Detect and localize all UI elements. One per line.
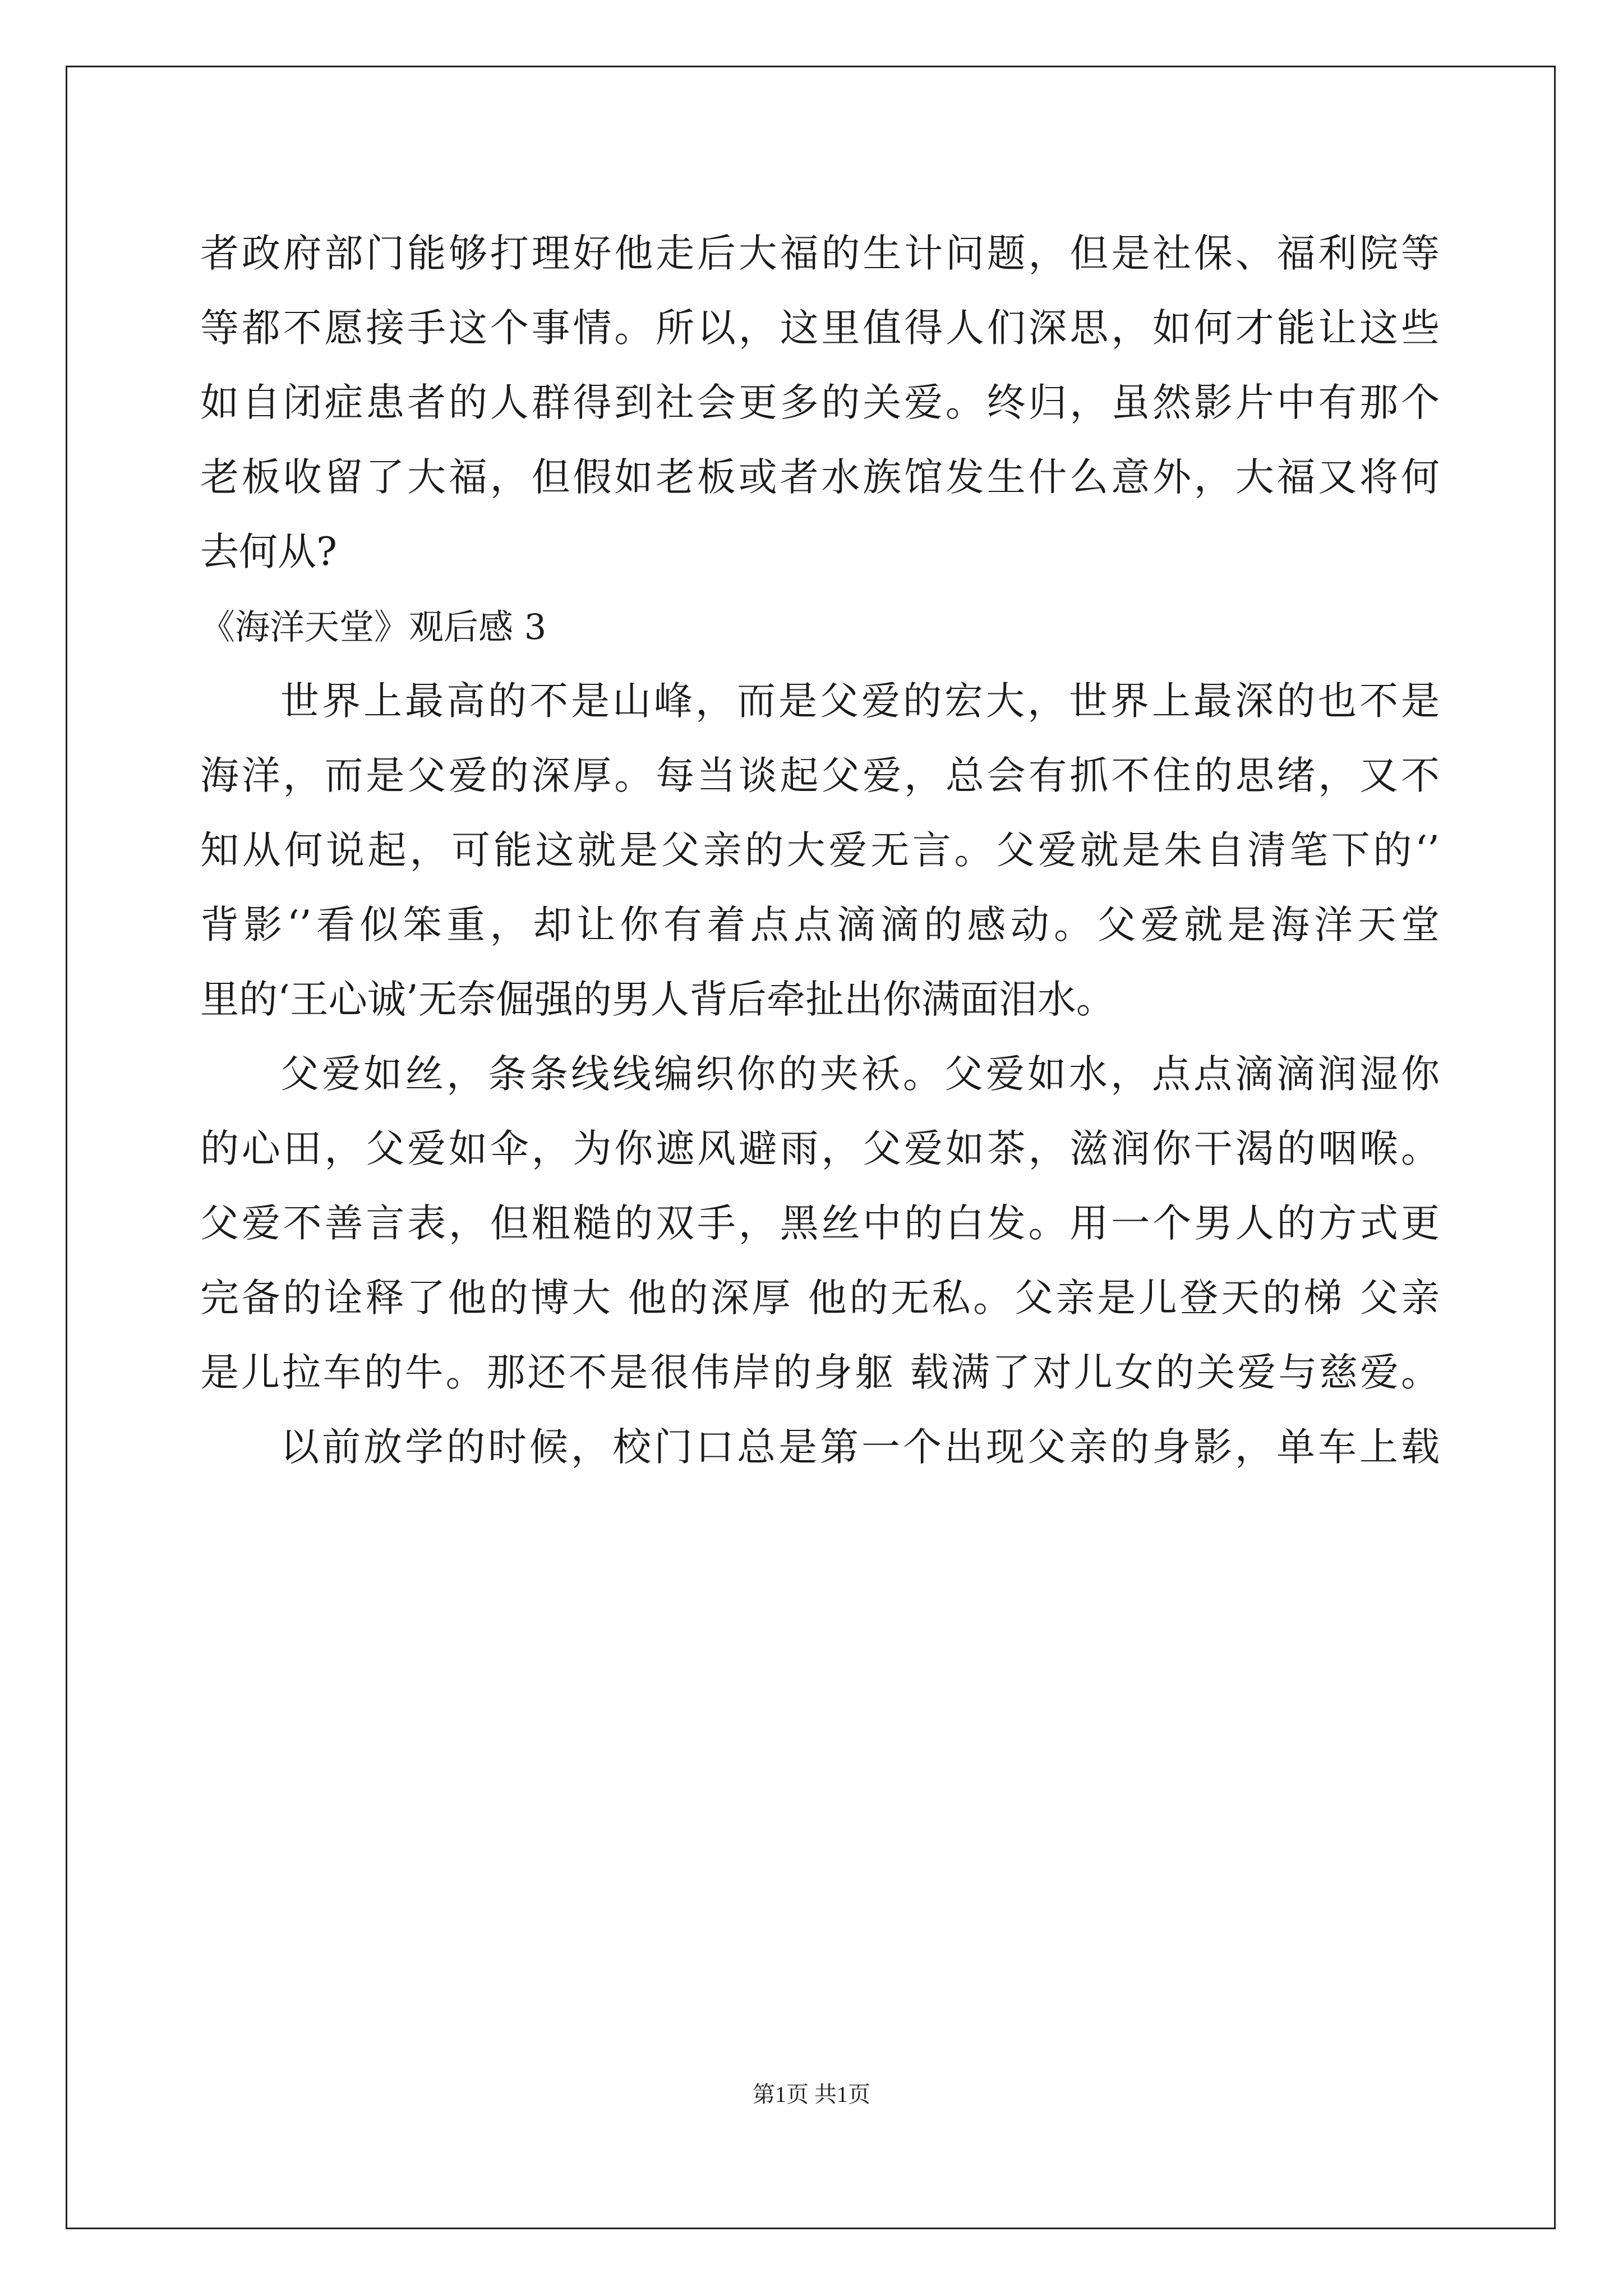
section-heading: 《海洋天堂》观后感 3 [200, 606, 547, 647]
text-line: 知从何说起，可能这就是父亲的大爱无言。父爱就是朱自清笔下的‘’ [200, 828, 1440, 873]
paragraph-1 [200, 664, 1440, 1037]
document-body [200, 217, 1440, 1485]
text-line: 等都不愿接手这个事情。所以，这里值得人们深思，如何才能让这些 [200, 306, 1440, 351]
text-line: 者政府部门能够打理好他走后大福的生计问题，但是社保、福利院等 [200, 231, 1440, 276]
text-line: 父爱不善言表，但粗糙的双手，黑丝中的白发。用一个男人的方式更 [200, 1201, 1440, 1246]
paragraph-continued [200, 217, 1440, 590]
text-line: 是儿拉车的牛。那还不是很伟岸的身躯 载满了对儿女的关爱与慈爱。 [200, 1350, 1440, 1395]
text-line: 如自闭症患者的人群得到社会更多的关爱。终归，虽然影片中有那个 [200, 380, 1440, 425]
text-line: 老板收留了大福，但假如老板或者水族馆发生什么意外，大福又将何 [200, 455, 1440, 500]
text-line: 的心田，父爱如伞，为你遮风避雨，父爱如茶，滋润你干渴的咽喉。 [200, 1126, 1440, 1171]
text-line: 去何从? [200, 530, 337, 574]
page-footer: 第1页 共1页 [753, 2082, 870, 2107]
text-line: 世界上最高的不是山峰，而是父爱的宏大，世界上最深的也不是 [280, 679, 1440, 724]
text-line: 海洋，而是父爱的深厚。每当谈起父爱，总会有抓不住的思绪，又不 [200, 753, 1440, 798]
text-line: 父爱如丝，条条线线编织你的夹袄。父爱如水，点点滴滴润湿你 [280, 1052, 1440, 1097]
text-line: 背影‘’看似笨重，却让你有着点点滴滴的感动。父爱就是海洋天堂 [200, 903, 1440, 947]
text-line: 以前放学的时候，校门口总是第一个出现父亲的身影，单车上载 [280, 1425, 1440, 1470]
text-line: 里的‘王心诚’无奈倔强的男人背后牵扯出你满面泪水。 [200, 977, 1115, 1022]
text-line: 完备的诠释了他的博大 他的深厚 他的无私。父亲是儿登天的梯 父亲 [200, 1276, 1440, 1320]
paragraph-2 [200, 1037, 1440, 1410]
paragraph-3 [200, 1410, 1440, 1485]
